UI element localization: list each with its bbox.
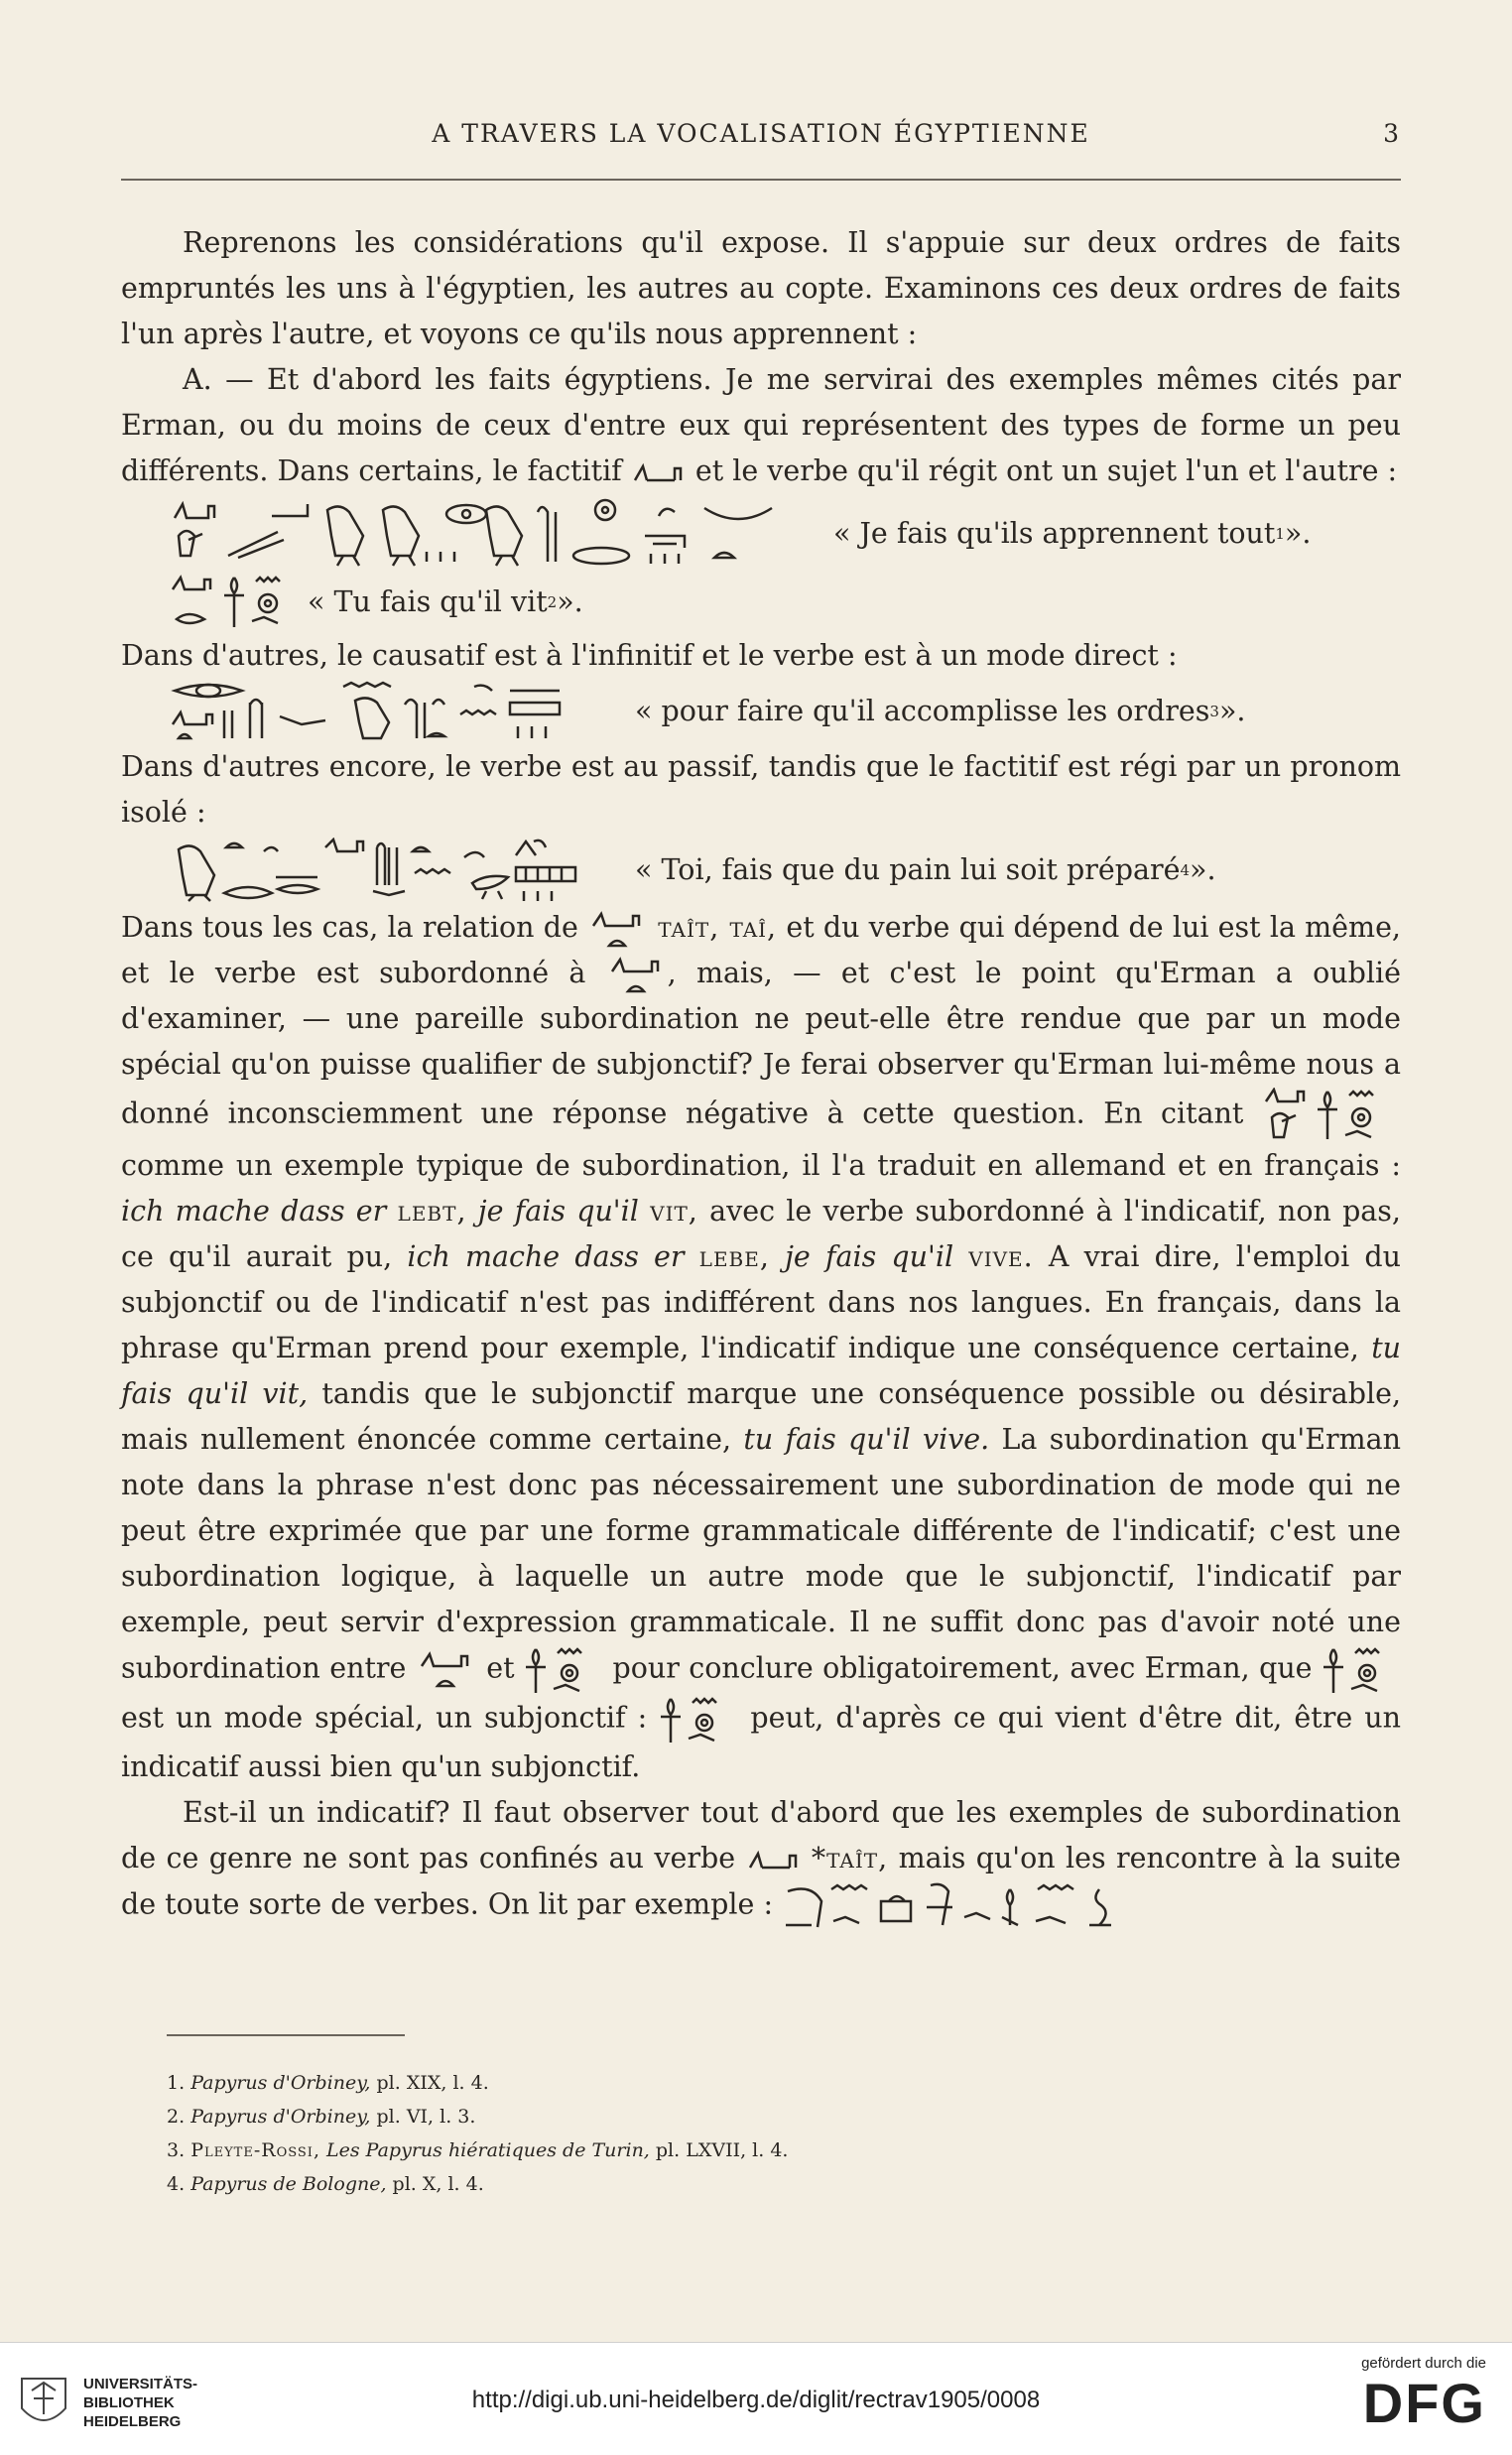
- hieroglyph-ankh-2: [1322, 1645, 1401, 1695]
- hieroglyph-ankh-3: [659, 1695, 738, 1744]
- paragraph-4: Dans d'autres encore, le verbe est au passif, tandis que le factitif est régi par un pronom isolé :: [121, 750, 1401, 829]
- paragraph-5: Dans tous les cas, la relation de taît, taî, et du verbe qui dépend de lui est la même, et le verbe est subordonné à , mais, — et c'est le point qu'Erman a oublié d'examiner, — une pareille subordination ne peut-elle être rendue que par un mode spécial qu'on puisse qualifier de subjonctif? Je ferai observer qu'Erman lui-même nous a donné inconsciemment une réponse négative à cette question. En citant comme un exemple typique de subordination, il l'a traduit en allemand et en français : ich mache dass er lebt, je fais qu'il vit, avec le verbe subordonné à l'indicatif, non pas, ce qu'il aurait pu, ich mache dass er lebe, je fais qu'il vive. A vrai dire, l'emploi du subjonctif ou de l'indicatif n'est pas indifférent dans nos langues. En français, dans la phrase qu'Erman prend pour exemple, l'indicatif indique une conséquence certaine, tu fais qu'il vit, tandis que le subjonctif marque une conséquence possible ou désirable, mais nullement énoncée comme certaine, tu fais qu'il vive. La subordination qu'Erman note dans la phrase n'est donc pas nécessairement une subordination de mode qui ne peut être exprimée que par une forme grammaticale différente de l'indicatif; c'est une subordination logique, à laquelle un autre mode que le subjonctif, l'indicatif par exemple, peut servir d'expression grammaticale. Il ne suffit donc pas d'avoir noté une subordination entre et pour conclure obligatoirement, avec Erman, que est un mode spécial, un subjonctif : peut, d'après ce qui vient d'être dit, être un indicatif aussi bien qu'un subjonctif.: [121, 911, 1402, 1783]
- example-1: « Je fais qu'ils apprennent tout 1 ».: [121, 496, 1401, 572]
- footnote-4: 4. Papyrus de Bologne, pl. X, l. 4.: [167, 2173, 484, 2195]
- hieroglyph-example: [1262, 1088, 1401, 1143]
- library-name: UNIVERSITÄTS- BIBLIOTHEK HEIDELBERG: [83, 2376, 198, 2430]
- footnote-3: 3. Pleyte-Rossi, Les Papyrus hiératiques de Turin, pl. LXVII, l. 4.: [167, 2139, 789, 2161]
- example-3: « pour faire qu'il accomplisse les ordres 3 ».: [121, 681, 1401, 742]
- footnotes: [167, 2066, 1357, 2201]
- paragraph-2: A. — Et d'abord les faits égyptiens. Je me servirai des exemples mêmes cités par Erman, ou du moins de ceux d'entre eux qui représentent des types de forme un peu différents. Dans certains, le factitif et le verbe qu'il régit ont un sujet l'un et l'autre :: [121, 363, 1401, 487]
- footnote-2: 2. Papyrus d'Orbiney, pl. VI, l. 3.: [167, 2106, 476, 2128]
- hieroglyph-sequence-1: [169, 496, 833, 572]
- body-text: [121, 220, 1401, 1931]
- header-rule: [121, 179, 1401, 181]
- hieroglyph-ankh-1: [524, 1645, 603, 1695]
- source-url-link[interactable]: http://digi.ub.uni-heidelberg.de/diglit/rectrav1905/0008: [471, 2387, 1041, 2413]
- funder-block: [1361, 2355, 1486, 2433]
- page-number: 3: [1383, 119, 1401, 148]
- hieroglyph-factitive: [631, 460, 687, 486]
- footnote-1: 1. Papyrus d'Orbiney, pl. XIX, l. 4.: [167, 2072, 489, 2094]
- hieroglyph-sequence-3: [169, 681, 635, 742]
- hieroglyph-tait: [587, 910, 649, 950]
- viewer-footer: [0, 2342, 1512, 2455]
- paragraph-3: Dans d'autres, le causatif est à l'infinitif et le verbe est à un mode direct :: [121, 639, 1178, 672]
- hieroglyph-sequence-4: [169, 838, 635, 903]
- funder-caption: gefördert durch die: [1361, 2355, 1486, 2372]
- hieroglyph-sequence-5: [782, 1881, 1218, 1931]
- hieroglyph-tait-3: [416, 1650, 477, 1690]
- running-title: A TRAVERS LA VOCALISATION ÉGYPTIENNE: [432, 119, 1090, 148]
- footnote-rule: [167, 2034, 405, 2036]
- hieroglyph-sequence-2: [169, 574, 308, 631]
- example-2: « Tu fais qu'il vit 2 ».: [121, 574, 1401, 631]
- hieroglyph-factitive-2: [746, 1848, 802, 1874]
- paragraph-6: Est-il un indicatif? Il faut observer tout d'abord que les exemples de subordination de ce genre ne sont pas confinés au verbe *taît, mais qu'on les rencontre à la suite de toute sorte de verbes. On lit par exemple :: [121, 1790, 1401, 1931]
- example-4: « Toi, fais que du pain lui soit préparé 4 ».: [121, 838, 1401, 903]
- paragraph-1: Reprenons les considérations qu'il expose. Il s'appuie sur deux ordres de faits empruntés les uns à l'égyptien, les autres au copte. Examinons ces deux ordres de faits l'un après l'autre, et voyons ce qu'ils nous apprennent :: [121, 226, 1401, 350]
- hieroglyph-tait-2: [606, 956, 668, 995]
- dfg-logo: DFG: [1362, 2372, 1486, 2434]
